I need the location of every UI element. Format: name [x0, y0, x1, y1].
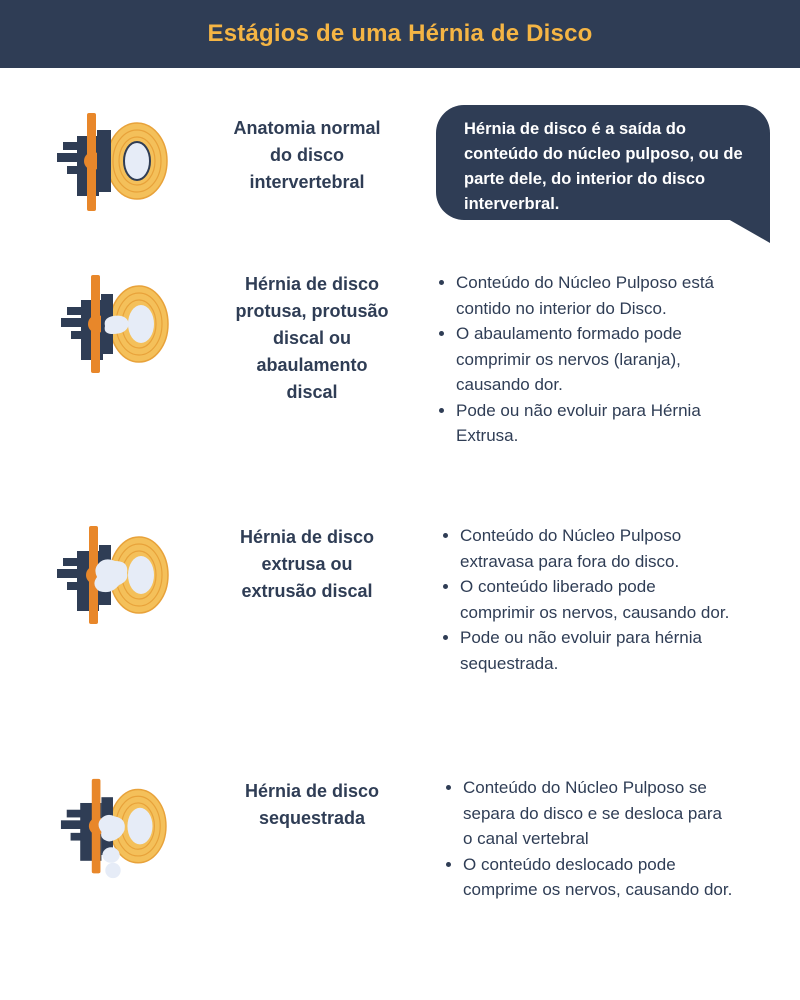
definition-text: Hérnia de disco é a saída do conteúdo do núcleo pulposo, ou de parte dele, do interior do disco interverbral.	[464, 120, 743, 213]
list-item: • Conteúdo do Núcleo Pulposo está contido no interior do Disco.	[456, 270, 726, 321]
disc-normal-icon	[55, 110, 170, 216]
list-item: • Conteúdo do Núcleo Pulposo se separa do disco e se desloca para o canal vertebral	[463, 775, 733, 852]
stage-title-sequestration: Hérnia de disco sequestrada	[244, 781, 380, 828]
bubble-tail	[728, 219, 770, 243]
list-item: • O conteúdo deslocado pode comprime os nervos, causando dor.	[463, 852, 733, 903]
disc-protrusion-icon	[55, 272, 170, 378]
stage-title-protrusion: Hérnia de disco protusa, protusão discal ou abaulamento discal	[235, 274, 389, 402]
header-bar	[0, 0, 800, 68]
page-title: Estágios de uma Hérnia de Disco	[207, 20, 593, 47]
stage-extrusion-bullets	[440, 523, 730, 676]
stage-protrusion-bullets	[436, 270, 726, 449]
list-item: • Conteúdo do Núcleo Pulposo extravasa para fora do disco.	[460, 523, 730, 574]
list-item: • Pode ou não evoluir para hérnia sequestrada.	[460, 625, 730, 676]
disc-sequestration-icon	[55, 776, 170, 882]
stage-title-extrusion: Hérnia de disco extrusa ou extrusão discal	[239, 527, 375, 601]
definition-bubble	[436, 105, 770, 220]
stage-sequestration-bullets	[443, 775, 733, 903]
list-item: • O abaulamento formado pode comprimir os nervos (laranja), causando dor.	[456, 321, 726, 398]
stage-title-normal: Anatomia normal do disco intervertebral	[233, 118, 381, 192]
list-item: • Pode ou não evoluir para Hérnia Extrusa.	[456, 398, 726, 449]
list-item: • O conteúdo liberado pode comprimir os nervos, causando dor.	[460, 574, 730, 625]
disc-extrusion-icon	[55, 523, 170, 629]
